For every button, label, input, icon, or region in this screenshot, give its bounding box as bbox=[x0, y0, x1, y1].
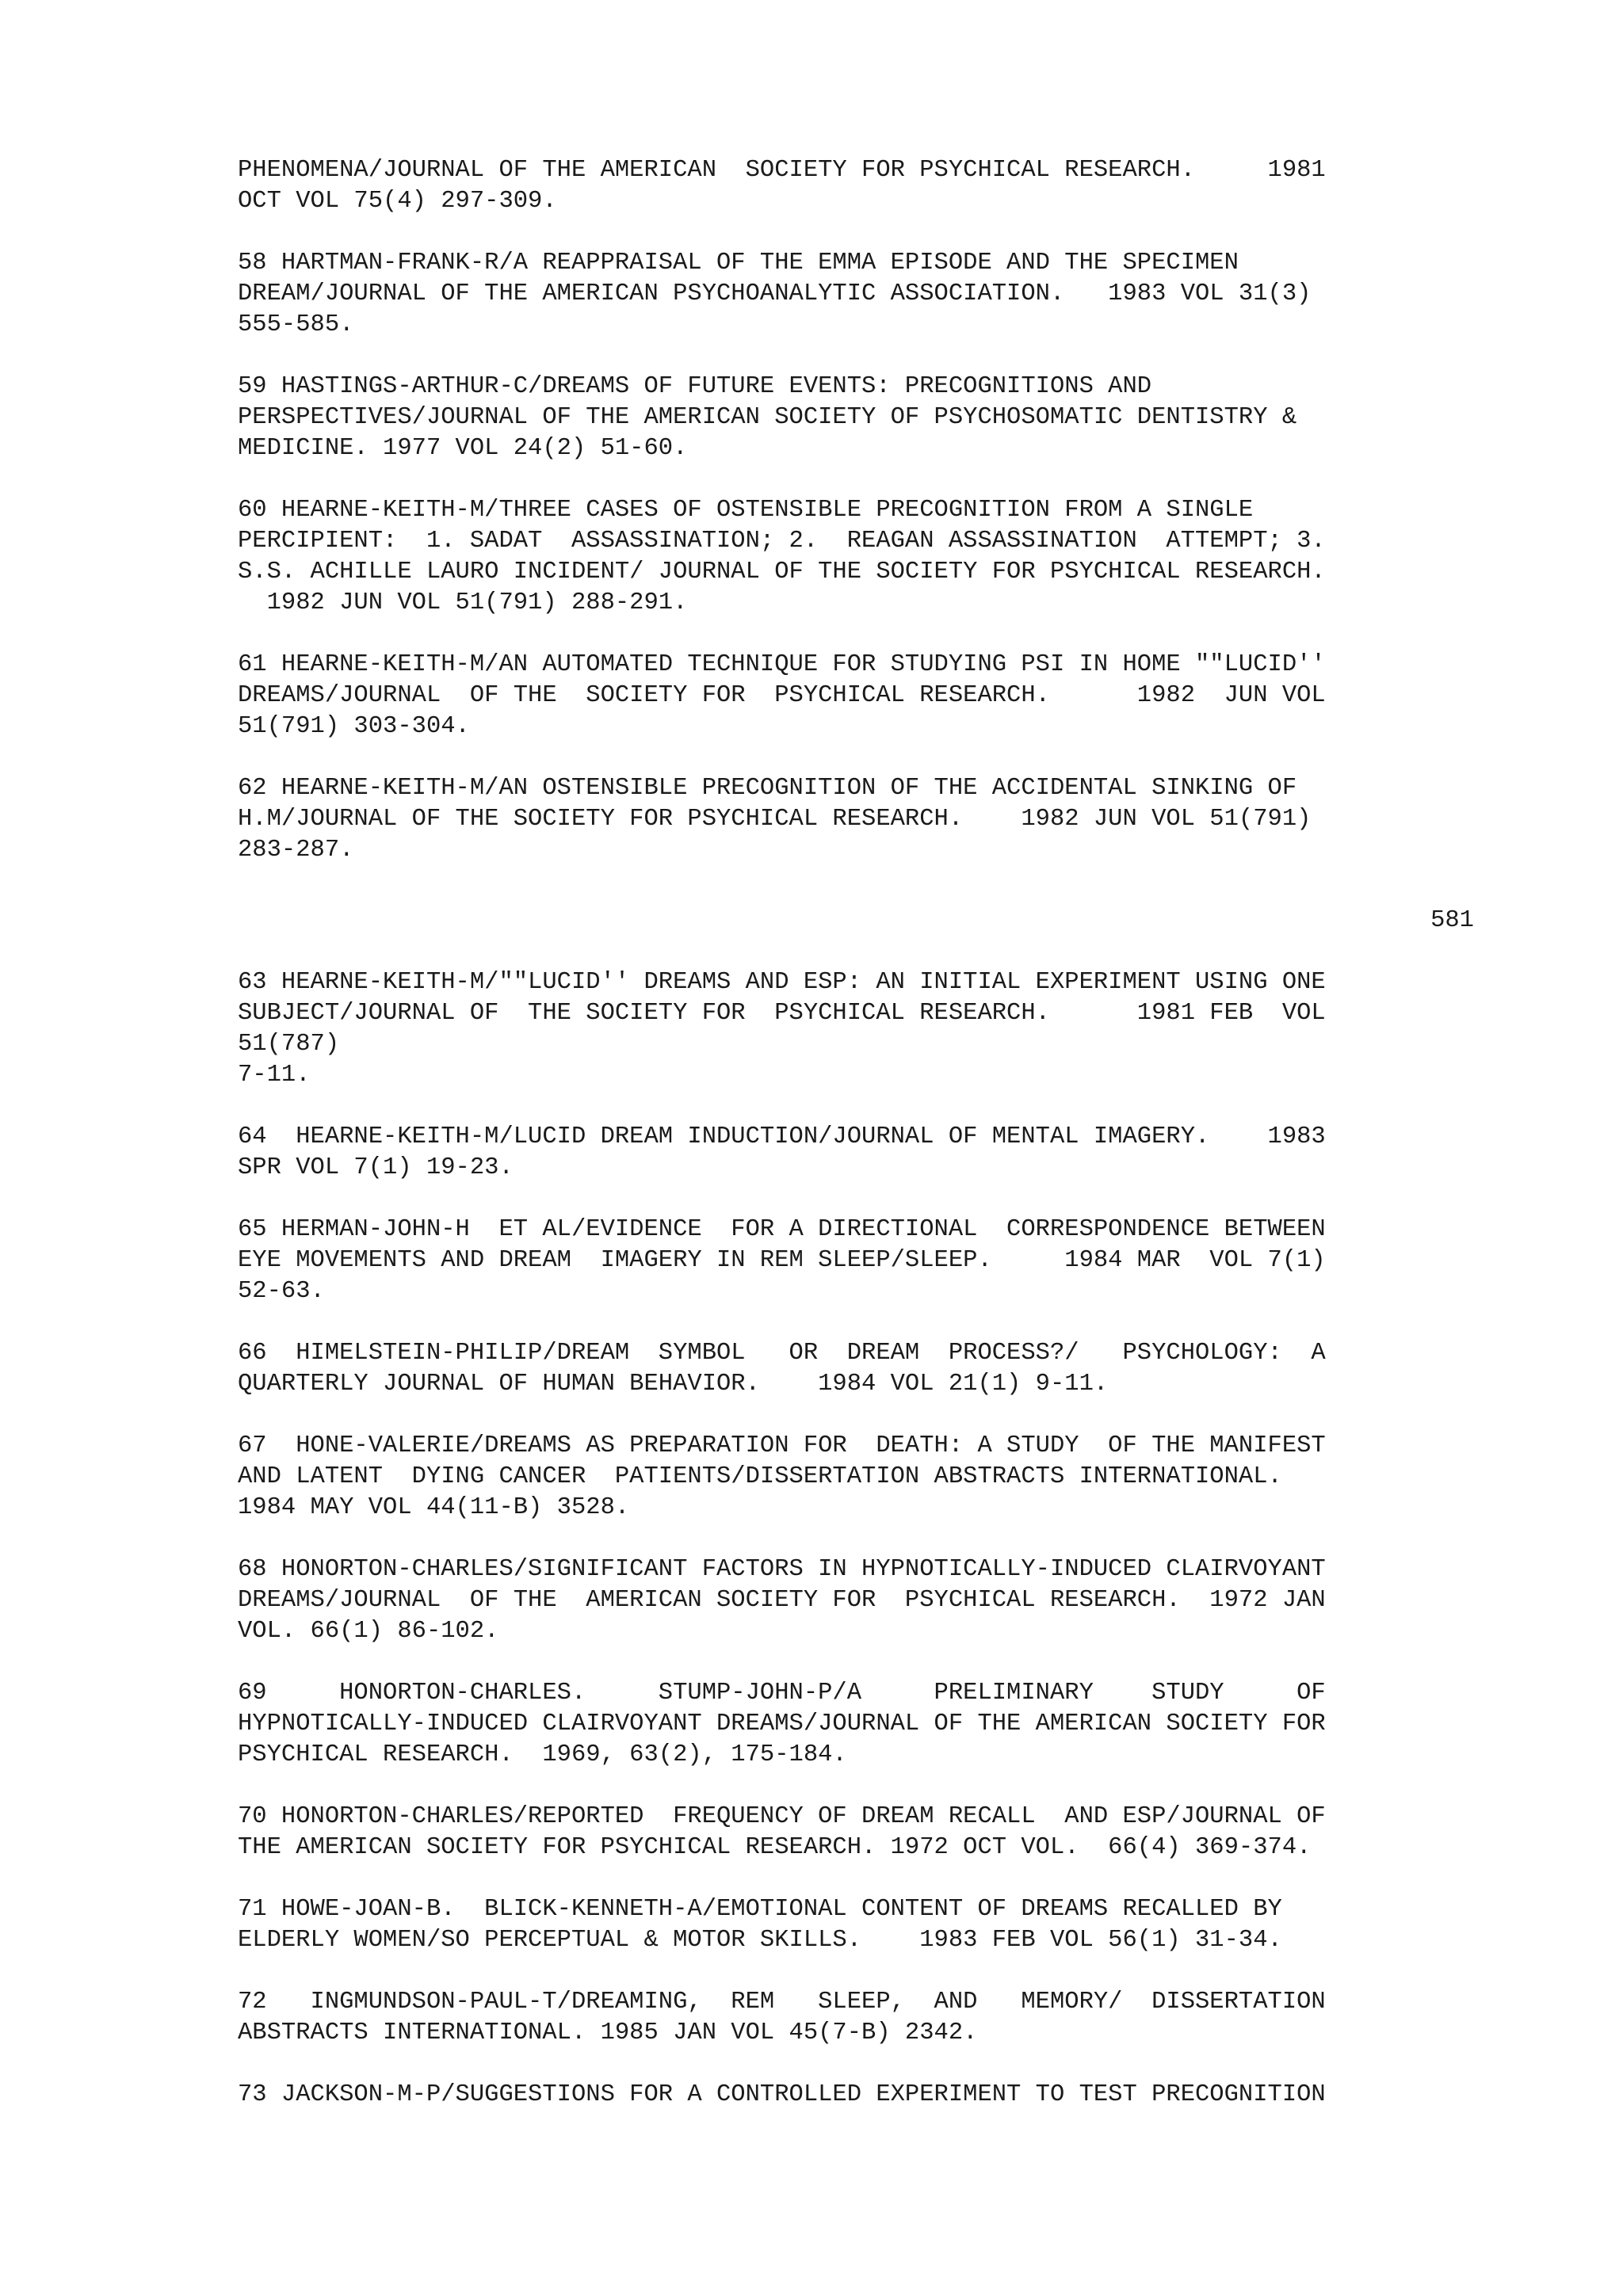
reference-line: 59 HASTINGS-ARTHUR-C/DREAMS OF FUTURE EVENTS: PRECOGNITIONS AND bbox=[238, 373, 1152, 400]
reference-line: 64 HEARNE-KEITH-M/LUCID DREAM INDUCTION/JOURNAL OF MENTAL IMAGERY. 1983 bbox=[238, 1123, 1326, 1150]
reference-line: 51(791) 303-304. bbox=[238, 713, 470, 740]
reference-line: 68 HONORTON-CHARLES/SIGNIFICANT FACTORS IN HYPNOTICALLY-INDUCED CLAIRVOYANT bbox=[238, 1556, 1326, 1583]
reference-line: MEDICINE. 1977 VOL 24(2) 51-60. bbox=[238, 435, 688, 462]
reference-entry bbox=[238, 1987, 1474, 2049]
reference-line: PERCIPIENT: 1. SADAT ASSASSINATION; 2. REAGAN ASSASSINATION ATTEMPT; 3. bbox=[238, 528, 1326, 555]
reference-line: PHENOMENA/JOURNAL OF THE AMERICAN SOCIETY FOR PSYCHICAL RESEARCH. 1981 bbox=[238, 157, 1326, 184]
reference-entry bbox=[238, 1802, 1474, 1863]
reference-line: H.M/JOURNAL OF THE SOCIETY FOR PSYCHICAL RESEARCH. 1982 JUN VOL 51(791) bbox=[238, 806, 1312, 833]
reference-entry bbox=[238, 1122, 1474, 1184]
reference-line: EYE MOVEMENTS AND DREAM IMAGERY IN REM SLEEP/SLEEP. 1984 MAR VOL 7(1) bbox=[238, 1247, 1326, 1274]
reference-line: 52-63. bbox=[238, 1278, 325, 1305]
reference-line: DREAM/JOURNAL OF THE AMERICAN PSYCHOANALYTIC ASSOCIATION. 1983 VOL 31(3) bbox=[238, 280, 1312, 307]
reference-entry bbox=[238, 967, 1474, 1091]
reference-entry bbox=[238, 650, 1474, 742]
reference-line: VOL. 66(1) 86-102. bbox=[238, 1618, 499, 1645]
reference-line: 67 HONE-VALERIE/DREAMS AS PREPARATION FOR DEATH: A STUDY OF THE MANIFEST bbox=[238, 1432, 1326, 1459]
reference-line: PSYCHICAL RESEARCH. 1969, 63(2), 175-184. bbox=[238, 1741, 847, 1768]
reference-line: 60 HEARNE-KEITH-M/THREE CASES OF OSTENSIBLE PRECOGNITION FROM A SINGLE bbox=[238, 497, 1254, 524]
reference-entry bbox=[238, 1894, 1474, 1956]
reference-entry bbox=[238, 773, 1474, 866]
reference-entry bbox=[238, 1431, 1474, 1524]
page-number: 581 bbox=[1430, 907, 1474, 934]
reference-entry bbox=[238, 372, 1474, 464]
reference-line: 73 JACKSON-M-P/SUGGESTIONS FOR A CONTROLLED EXPERIMENT TO TEST PRECOGNITION bbox=[238, 2081, 1326, 2108]
reference-line: THE AMERICAN SOCIETY FOR PSYCHICAL RESEARCH. 1972 OCT VOL. 66(4) 369-374. bbox=[238, 1834, 1312, 1861]
reference-entry bbox=[238, 2080, 1474, 2111]
reference-line: PERSPECTIVES/JOURNAL OF THE AMERICAN SOCIETY OF PSYCHOSOMATIC DENTISTRY & bbox=[238, 404, 1297, 431]
reference-entry bbox=[238, 1678, 1474, 1771]
document-page bbox=[238, 155, 1474, 2142]
reference-line: 555-585. bbox=[238, 311, 354, 338]
reference-line: DREAMS/JOURNAL OF THE AMERICAN SOCIETY FOR PSYCHICAL RESEARCH. 1972 JAN bbox=[238, 1587, 1326, 1614]
reference-entry bbox=[238, 495, 1474, 619]
reference-line: ABSTRACTS INTERNATIONAL. 1985 JAN VOL 45(7-B) 2342. bbox=[238, 2019, 978, 2046]
reference-line: 7-11. bbox=[238, 1062, 311, 1089]
reference-line: DREAMS/JOURNAL OF THE SOCIETY FOR PSYCHICAL RESEARCH. 1982 JUN VOL bbox=[238, 682, 1326, 709]
reference-line: ELDERLY WOMEN/SO PERCEPTUAL & MOTOR SKILLS. 1983 FEB VOL 56(1) 31-34. bbox=[238, 1927, 1282, 1954]
reference-line: AND LATENT DYING CANCER PATIENTS/DISSERTATION ABSTRACTS INTERNATIONAL. bbox=[238, 1463, 1282, 1490]
reference-line: 1984 MAY VOL 44(11-B) 3528. bbox=[238, 1494, 630, 1521]
reference-line: QUARTERLY JOURNAL OF HUMAN BEHAVIOR. 1984 VOL 21(1) 9-11. bbox=[238, 1371, 1109, 1398]
reference-line: S.S. ACHILLE LAURO INCIDENT/ JOURNAL OF THE SOCIETY FOR PSYCHICAL RESEARCH. bbox=[238, 559, 1326, 585]
reference-line: 66 HIMELSTEIN-PHILIP/DREAM SYMBOL OR DREAM PROCESS?/ PSYCHOLOGY: A bbox=[238, 1340, 1326, 1367]
reference-entry bbox=[238, 1215, 1474, 1307]
reference-line: 71 HOWE-JOAN-B. BLICK-KENNETH-A/EMOTIONAL CONTENT OF DREAMS RECALLED BY bbox=[238, 1896, 1282, 1923]
reference-line: 51(787) bbox=[238, 1031, 340, 1058]
reference-list-top bbox=[238, 155, 1474, 866]
reference-list-bottom bbox=[238, 967, 1474, 2111]
reference-line: OCT VOL 75(4) 297-309. bbox=[238, 188, 557, 215]
reference-line: 61 HEARNE-KEITH-M/AN AUTOMATED TECHNIQUE FOR STUDYING PSI IN HOME ""LUCID'' bbox=[238, 651, 1326, 678]
reference-line: 58 HARTMAN-FRANK-R/A REAPPRAISAL OF THE EMMA EPISODE AND THE SPECIMEN bbox=[238, 250, 1239, 277]
reference-line: SPR VOL 7(1) 19-23. bbox=[238, 1154, 514, 1181]
reference-line: 62 HEARNE-KEITH-M/AN OSTENSIBLE PRECOGNITION OF THE ACCIDENTAL SINKING OF bbox=[238, 775, 1297, 802]
reference-line: 1982 JUN VOL 51(791) 288-291. bbox=[238, 589, 688, 616]
reference-entry bbox=[238, 1338, 1474, 1400]
reference-line: SUBJECT/JOURNAL OF THE SOCIETY FOR PSYCHICAL RESEARCH. 1981 FEB VOL bbox=[238, 1000, 1326, 1027]
reference-line: 72 INGMUNDSON-PAUL-T/DREAMING, REM SLEEP, AND MEMORY/ DISSERTATION bbox=[238, 1989, 1326, 2016]
reference-line: 65 HERMAN-JOHN-H ET AL/EVIDENCE FOR A DIRECTIONAL CORRESPONDENCE BETWEEN bbox=[238, 1216, 1326, 1243]
reference-line: HYPNOTICALLY-INDUCED CLAIRVOYANT DREAMS/JOURNAL OF THE AMERICAN SOCIETY FOR bbox=[238, 1711, 1326, 1737]
reference-line: 69 HONORTON-CHARLES. STUMP-JOHN-P/A PRELIMINARY STUDY OF bbox=[238, 1680, 1326, 1707]
reference-entry bbox=[238, 248, 1474, 341]
reference-line: 63 HEARNE-KEITH-M/""LUCID'' DREAMS AND ESP: AN INITIAL EXPERIMENT USING ONE bbox=[238, 969, 1326, 996]
reference-line: 283-287. bbox=[238, 837, 354, 864]
reference-entry bbox=[238, 1554, 1474, 1647]
reference-line: 70 HONORTON-CHARLES/REPORTED FREQUENCY OF DREAM RECALL AND ESP/JOURNAL OF bbox=[238, 1803, 1326, 1830]
reference-entry bbox=[238, 155, 1474, 217]
